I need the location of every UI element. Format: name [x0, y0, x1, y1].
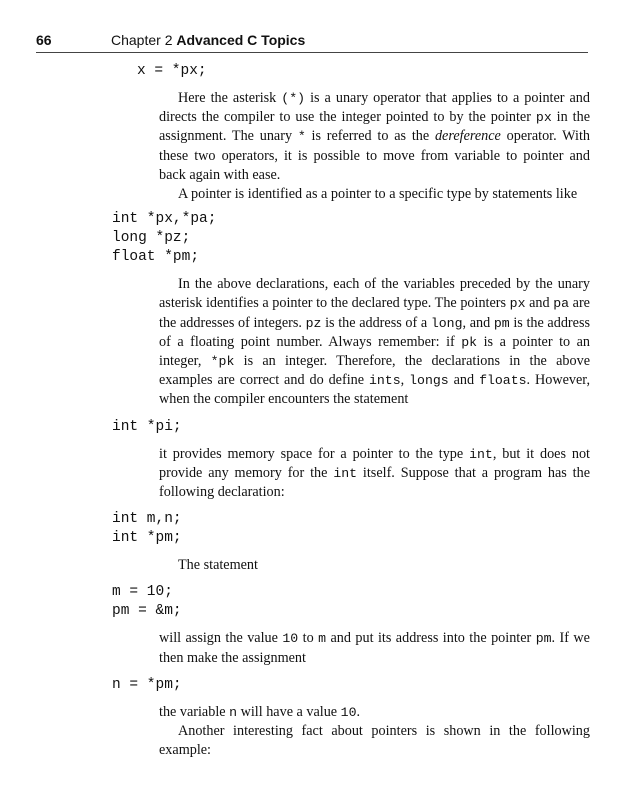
paragraph-memory-space: it provides memory space for a pointer to the type int, but it does not provide any memory for the int itself. Suppose that a program has the following declaration:: [159, 445, 590, 501]
paragraph-declarations: In the above declarations, each of the variables preceded by the unary asterisk identifies a pointer to the declared type. The pointers px and pa are the addresses of integers. pz is the address of a long, and pm is the address of a floating point number. Always remember: if pk is a pointer to an integer, *pk is an integer. Therefore, the declarations in the above examples are correct and do define ints, longs and floats. However, when the compiler encounters the statement: [159, 276, 591, 408]
chapter-heading: [111, 32, 305, 48]
running-header: [0, 30, 620, 56]
paragraph-interesting-fact: Another interesting fact about pointers is shown in the following example:: [159, 723, 590, 759]
paragraph-pointer-type: A pointer is identified as a pointer to a specific type by statements like: [178, 186, 578, 203]
code-line: long *pz;: [112, 230, 191, 247]
code-line: float *pm;: [112, 249, 200, 266]
code-line: m = 10;: [112, 584, 173, 601]
code-line: int m,n;: [112, 511, 182, 528]
page-number: 66: [36, 32, 52, 48]
code-line: x = *px;: [137, 63, 207, 79]
code-line: pm = &m;: [112, 603, 182, 620]
code-line: int *px,*pa;: [112, 211, 217, 228]
chapter-label: Chapter 2: [111, 32, 173, 48]
code-line: int *pm;: [112, 530, 182, 547]
paragraph-variable-n: the variable n will have a value 10.: [159, 703, 361, 720]
paragraph-dereference: Here the asterisk (*) is a unary operator that applies to a pointer and directs the compiler to use the integer pointed to by the pointer px in the assignment. The unary * is referred to as the dereference operator. With these two operators, it is possible to move from variable to pointer and back again with ease.: [159, 90, 590, 183]
paragraph-assign-value: will assign the value 10 to m and put its address into the pointer pm. If we then make the assignment: [159, 630, 590, 666]
page-body: [0, 62, 620, 760]
paragraph-statement: The statement: [178, 557, 258, 574]
chapter-title: Advanced C Topics: [176, 32, 306, 48]
code-line: n = *pm;: [112, 676, 182, 693]
code-line: int *pi;: [112, 418, 182, 435]
header-rule: [36, 52, 588, 53]
